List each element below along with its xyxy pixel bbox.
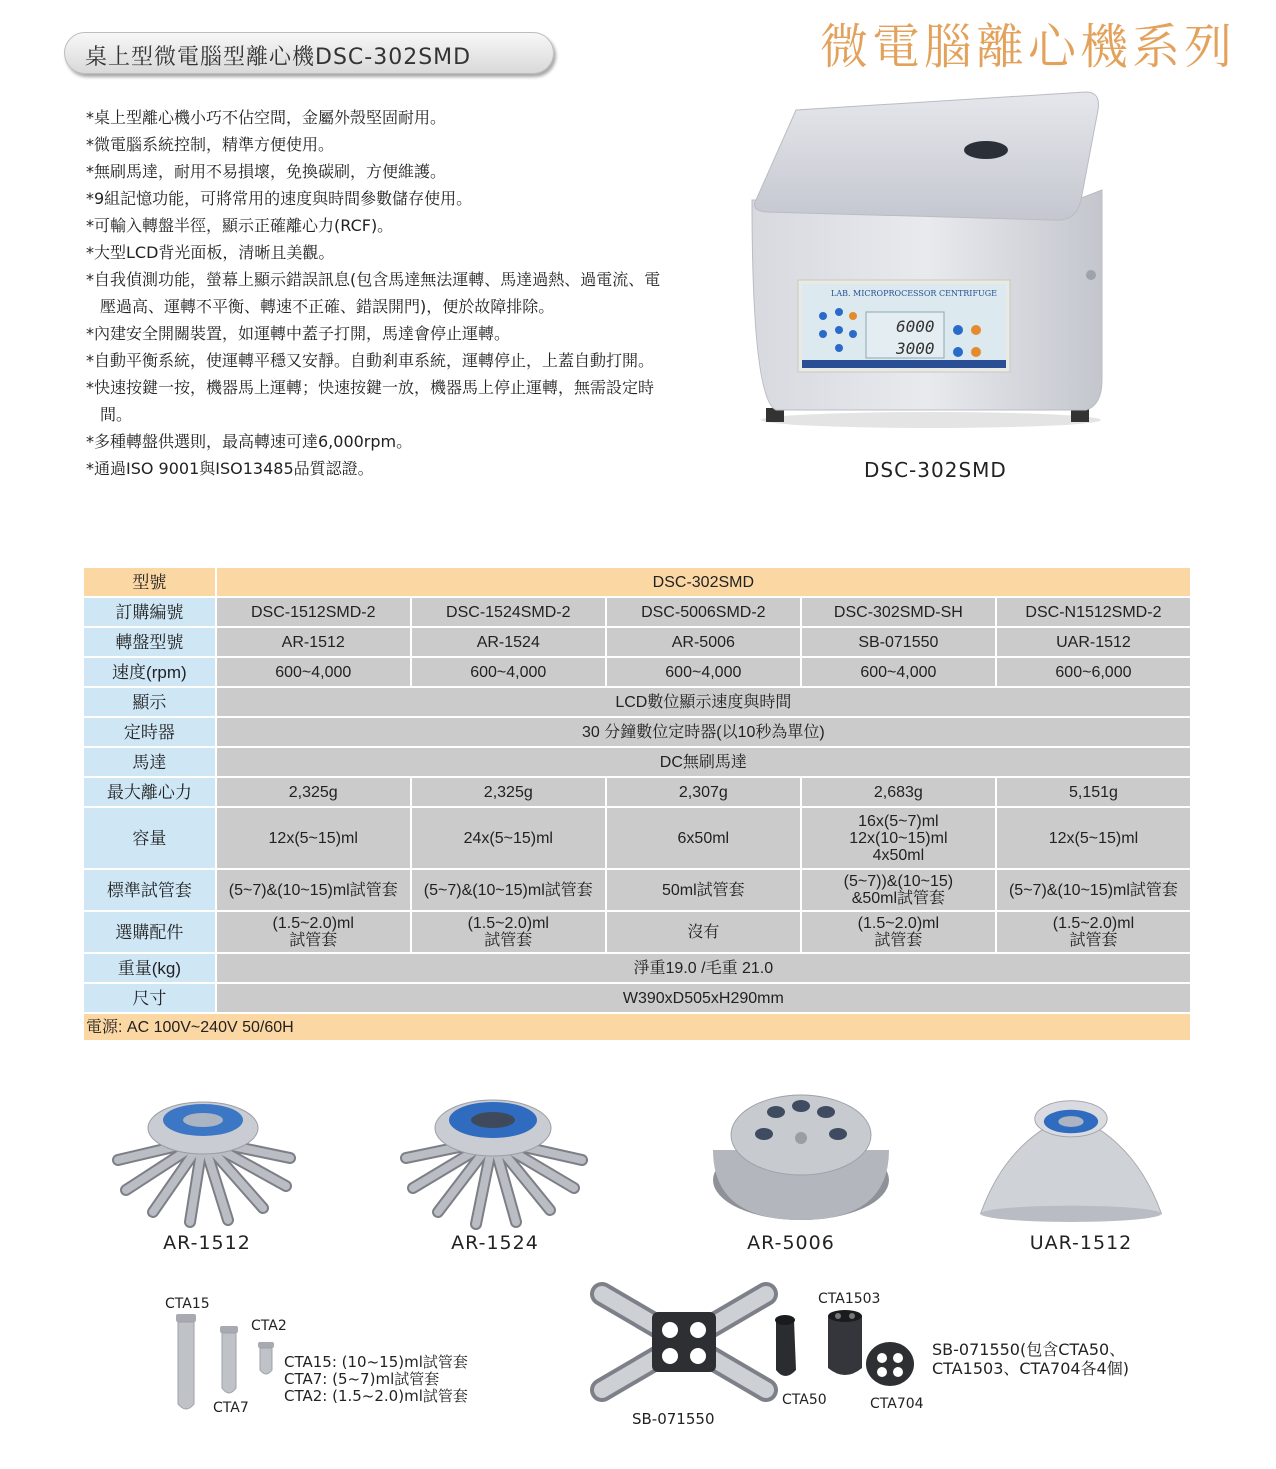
spec-label: 訂購編號	[84, 598, 217, 626]
spec-cell: W390xD505xH290mm	[217, 984, 1192, 1012]
spec-cell: 600~4,000	[412, 658, 607, 686]
rotor-label-ar1524: AR-1524	[451, 1232, 539, 1254]
feature-item: * 內建安全開關裝置，如運轉中蓋子打開，馬達會停止運轉。	[86, 320, 666, 347]
spec-row	[84, 984, 1192, 1012]
rotor-ar1524-image	[398, 1080, 588, 1230]
spec-cell: 6x50ml	[607, 808, 802, 868]
bucket-adapters-image	[770, 1306, 920, 1392]
spec-label: 馬達	[84, 748, 217, 776]
spec-cell: 2,325g	[217, 778, 412, 806]
tube-label-cta15: CTA15	[165, 1296, 210, 1312]
spec-row-power	[84, 1014, 1192, 1040]
spec-cell: 12x(5~15)ml	[997, 808, 1192, 868]
feature-item: * 多種轉盤供選則，最高轉速可達6,000rpm。	[86, 428, 666, 455]
feature-item: * 無刷馬達，耐用不易損壞，免換碳刷，方便維護。	[86, 158, 666, 185]
adapter-label-cta704: CTA704	[870, 1396, 924, 1412]
spec-cell: (5~7))&(10~15) &50ml試管套	[802, 870, 997, 910]
spec-label: 轉盤型號	[84, 628, 217, 656]
feature-item: * 微電腦系統控制，精準方便使用。	[86, 131, 666, 158]
spec-row	[84, 628, 1192, 656]
spec-cell: DC無刷馬達	[217, 748, 1192, 776]
feature-item: * 自動平衡系統，使運轉平穩又安靜。自動剎車系統，運轉停止，上蓋自動打開。	[86, 347, 666, 374]
spec-row	[84, 658, 1192, 686]
spec-cell: UAR-1512	[997, 628, 1192, 656]
spec-cell: DSC-5006SMD-2	[607, 598, 802, 626]
adapter-label-cta1503: CTA1503	[818, 1291, 881, 1307]
spec-cell: 600~4,000	[802, 658, 997, 686]
spec-cell: AR-1512	[217, 628, 412, 656]
spec-cell: AR-5006	[607, 628, 802, 656]
spec-row	[84, 778, 1192, 806]
bucket-desc-line1: SB-071550(包含CTA50、	[932, 1340, 1126, 1359]
spec-cell: (5~7)&(10~15)ml試管套	[997, 870, 1192, 910]
tube-desc-cta2: CTA2: (1.5~2.0)ml試管套	[284, 1387, 468, 1405]
spec-cell: AR-1524	[412, 628, 607, 656]
tube-desc-list	[284, 1354, 468, 1405]
spec-cell: LCD數位顯示速度與時間	[217, 688, 1192, 716]
spec-cell: 2,307g	[607, 778, 802, 806]
bucket-desc	[932, 1340, 1129, 1378]
swing-bucket-image	[584, 1272, 784, 1412]
rotor-ar5006-image	[706, 1080, 896, 1230]
feature-item: * 通過ISO 9001與ISO13485品質認證。	[86, 455, 666, 482]
spec-cell: (1.5~2.0)ml 試管套	[802, 912, 997, 952]
machine-caption: DSC-302SMD	[864, 458, 1007, 482]
display-time: 3000	[896, 339, 935, 358]
rotor-ar1512-image	[108, 1080, 298, 1230]
panel-text: LAB. MICROPROCESSOR CENTRIFUGE	[831, 289, 997, 298]
power-spec: 電源: AC 100V~240V 50/60H	[84, 1014, 1192, 1040]
spec-label: 選購配件	[84, 912, 217, 952]
spec-cell: 2,683g	[802, 778, 997, 806]
spec-row	[84, 688, 1192, 716]
spec-cell: (5~7)&(10~15)ml試管套	[217, 870, 412, 910]
spec-model-value: DSC-302SMD	[217, 568, 1192, 596]
tube-label-cta7: CTA7	[213, 1400, 249, 1416]
spec-cell: 30 分鐘數位定時器(以10秒為單位)	[217, 718, 1192, 746]
spec-row	[84, 598, 1192, 626]
spec-cell: 2,325g	[412, 778, 607, 806]
feature-item: * 9組記憶功能，可將常用的速度與時間參數儲存使用。	[86, 185, 666, 212]
tube-label-cta2: CTA2	[251, 1318, 287, 1334]
spec-cell: DSC-302SMD-SH	[802, 598, 997, 626]
feature-item: * 自我偵測功能，螢幕上顯示錯誤訊息(包含馬達無法運轉、馬達過熱、過電流、電壓過高、運轉不平衡、轉速不正確、錯誤開門)，便於故障排除。	[86, 266, 666, 320]
spec-cell: (1.5~2.0)ml 試管套	[412, 912, 607, 952]
spec-cell: (1.5~2.0)ml 試管套	[997, 912, 1192, 952]
spec-cell: 淨重19.0 /毛重 21.0	[217, 954, 1192, 982]
tube-desc-cta15: CTA15: (10~15)ml試管套	[284, 1353, 468, 1371]
spec-label: 尺寸	[84, 984, 217, 1012]
spec-cell: (1.5~2.0)ml 試管套	[217, 912, 412, 952]
spec-label: 定時器	[84, 718, 217, 746]
spec-label: 最大離心力	[84, 778, 217, 806]
spec-label: 顯示	[84, 688, 217, 716]
rotor-label-ar1512: AR-1512	[163, 1232, 251, 1254]
spec-cell: 600~6,000	[997, 658, 1192, 686]
display-speed: 6000	[896, 317, 935, 336]
bucket-label-sb071550: SB-071550	[632, 1410, 715, 1428]
feature-list	[86, 104, 666, 482]
adapter-label-cta50: CTA50	[782, 1392, 827, 1408]
spec-cell: 12x(5~15)ml	[217, 808, 412, 868]
tube-adapters-image	[172, 1312, 282, 1416]
spec-row	[84, 912, 1192, 952]
spec-cell: 50ml試管套	[607, 870, 802, 910]
feature-item: * 大型LCD背光面板，清晰且美觀。	[86, 239, 666, 266]
spec-cell: SB-071550	[802, 628, 997, 656]
rotor-uar1512-image	[976, 1080, 1166, 1230]
feature-item: * 快速按鍵一按，機器馬上運轉；快速按鍵一放，機器馬上停止運轉，無需設定時間。	[86, 374, 666, 428]
spec-label: 型號	[84, 568, 217, 596]
spec-table	[84, 566, 1192, 1042]
spec-cell: DSC-1512SMD-2	[217, 598, 412, 626]
feature-item: * 桌上型離心機小巧不佔空間，金屬外殼堅固耐用。	[86, 104, 666, 131]
rotor-label-uar1512: UAR-1512	[1029, 1232, 1133, 1254]
spec-cell: 600~4,000	[217, 658, 412, 686]
bucket-desc-line2: CTA1503、CTA704各4個)	[932, 1359, 1129, 1378]
spec-row-model	[84, 568, 1192, 596]
spec-cell: 5,151g	[997, 778, 1192, 806]
spec-cell: (5~7)&(10~15)ml試管套	[412, 870, 607, 910]
feature-item: * 可輸入轉盤半徑，顯示正確離心力(RCF)。	[86, 212, 666, 239]
spec-label: 重量(kg)	[84, 954, 217, 982]
spec-cell: 16x(5~7)ml 12x(10~15)ml 4x50ml	[802, 808, 997, 868]
spec-label: 容量	[84, 808, 217, 868]
product-title: 桌上型微電腦型離心機DSC-302SMD	[64, 32, 554, 74]
spec-row	[84, 808, 1192, 868]
tube-desc-cta7: CTA7: (5~7)ml試管套	[284, 1370, 440, 1388]
spec-cell: DSC-1524SMD-2	[412, 598, 607, 626]
spec-cell: 600~4,000	[607, 658, 802, 686]
spec-label: 標準試管套	[84, 870, 217, 910]
spec-cell: 24x(5~15)ml	[412, 808, 607, 868]
spec-row	[84, 954, 1192, 982]
rotor-label-ar5006: AR-5006	[747, 1232, 835, 1254]
centrifuge-machine-image	[736, 90, 1106, 430]
spec-cell: DSC-N1512SMD-2	[997, 598, 1192, 626]
spec-row	[84, 748, 1192, 776]
spec-label: 速度(rpm)	[84, 658, 217, 686]
spec-cell: 沒有	[607, 912, 802, 952]
spec-row	[84, 718, 1192, 746]
spec-row	[84, 870, 1192, 910]
series-title: 微電腦離心機系列	[819, 19, 1236, 75]
